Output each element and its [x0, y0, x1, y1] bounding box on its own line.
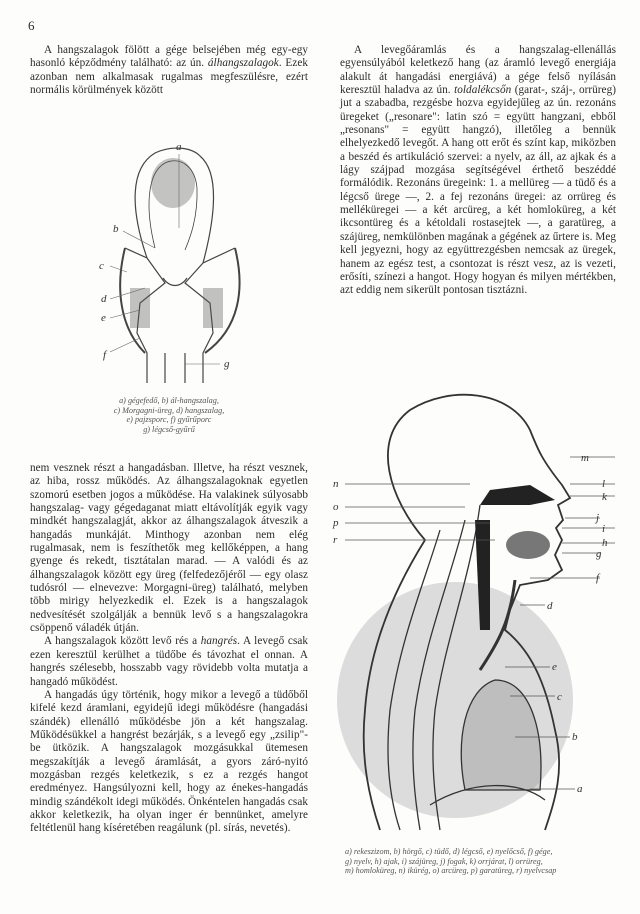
caption-line: c) Morgagni-üreg, d) hangszalag, — [113, 405, 225, 415]
italic-term: toldalékcsőn — [454, 84, 512, 97]
right-column-text — [340, 44, 616, 298]
label-d: d — [547, 600, 553, 612]
text: . A levegő csak ezen keresztül kerülhet a tüdőbe és távozhat el onnan. A hangrés szélesebb, hosszabb vagy rövidebb volta mutatja a hangadó működést. — [30, 635, 309, 688]
label-a: a — [176, 141, 182, 153]
label-r: r — [333, 534, 338, 546]
label-p: p — [333, 517, 339, 529]
caption-line: g) légcső-gyűrű — [143, 424, 195, 434]
label-k: k — [602, 491, 607, 503]
label-g: g — [596, 548, 602, 560]
label-c: c — [557, 691, 562, 703]
head-torso-section-illustration — [330, 380, 630, 840]
label-m: m — [581, 452, 589, 464]
left-column-top-text — [30, 44, 308, 97]
label-n: n — [333, 478, 339, 490]
label-j: j — [596, 512, 600, 524]
paragraph — [340, 44, 616, 298]
left-column-bottom-text — [30, 462, 308, 836]
label-b: b — [113, 223, 119, 235]
label-d: d — [101, 293, 107, 305]
paragraph: nem vesznek részt a hangadásban. Illetve, ha részt vesznek, az hiba, rossz működés. Az álhangszalagoknak egyetlen szomorú esetben jogos a működése. Ha valakinek súlyosabb hangszalag- vagy gégedaganat miatt eltávolítják egyik vagy mindkét hangszalagját, akkor az álhangszalagok átveszik a hangadás munkáját. Minthogy azonban nem elég rugalmasak, nem is feszíthetők meg kellőképpen, a hang gyenge és rekedt, tisztátalan marad. — A valódi és az álhangszalagok között egy üreg (felfedezőjéről — egy olasz tudósról — elnevezve: Morgagni-üreg) található, melyben több mirigy helyezkedik el. Ezek is a hangszalagok nedvesítését szolgálják a bennük levő s a hangszalagokra csöppenő váladék útján. — [30, 462, 308, 635]
label-c: c — [99, 260, 104, 272]
label-g: g — [224, 358, 230, 370]
paragraph — [30, 635, 308, 688]
figure1-caption — [30, 396, 308, 434]
caption-line: a) gégefedő, b) ál-hangszalag, — [119, 396, 219, 405]
label-i: i — [602, 523, 606, 535]
label-l: l — [602, 478, 606, 490]
italic-term: hangrés — [200, 635, 238, 648]
page-number: 6 — [28, 18, 35, 33]
figure2-caption — [345, 847, 615, 876]
caption-line: g) nyelv, h) ajak, i) szájüreg, j) fogak, k) orrjárat, l) orrüreg, — [345, 856, 543, 866]
text: A hangszalagok között levő rés a — [44, 635, 201, 648]
text: (garat-, száj-, orrüreg) jut a szabadba, rezgésbe hozva egyidejűleg az ún. rezonáns üregeket („resonare": latin szó = együtt hangzani, ebből „resonans" = együtt hangzó), illetőleg a bennük elhelyezkedő levegőt. A hang ott erőt és színt kap, miközben a beszéd és artikuláció szervei: a nyelv, az áll, az ajkak és a lágy szájpad mozgása segítségével érthető beszéddé formálódik. Rezonáns üregeink: 1. a mellüreg — a tüdő és a légcső ürege —, 2. a fej rezonáns üregei: az orrüreg és melléküregei — a két arcüreg, a két homloküreg, a két ikcsontüreg és a kétoldali rostasejtek —, a garatüreg, a szájüreg, nemkülönben magának a gégének az űrtere is. Meg kell jegyezni, hogy az együttrezgésben nemcsak az üregek, hanem az egész test, a csontozat is részt vesz, az is vezeti, erősíti, színezi a hangot. Hogy hogyan és milyen mértékben, azt eddig nem sikerült pontosan tisztázni. — [340, 84, 616, 297]
label-o: o — [333, 501, 339, 513]
caption-line: e) pajzsporc, f) gyűrűporc — [126, 415, 212, 425]
label-h: h — [602, 537, 608, 549]
italic-term: álhangszalagok — [207, 57, 279, 70]
label-b: b — [572, 731, 578, 743]
label-f: f — [103, 349, 107, 361]
label-e: e — [101, 312, 106, 324]
text: A levegőáramlás és a hangszalag-ellenállás egyensúlyából keletkező hang (az áramló levegő energiája alakult át hangadási energiává) a gége felső nyílásán keresztül haladva az ún. — [340, 44, 616, 97]
paragraph — [30, 44, 308, 97]
larynx-illustration — [85, 138, 260, 388]
text: A hangszalagok fölött a gége belsejében még egy-egy hasonló képződmény található: az ún. — [30, 44, 308, 70]
paragraph: A hangadás úgy történik, hogy mikor a levegő a tüdőből kifelé kezd áramlani, egyidejű idegi működésre (hangadási szándék) ellenálló működésbe jön a két hangszalag. Működésükkel a hangrést bezárják, s a levegő egy „zsilip"-be ütközik. A hangszalagok mozgásukkal ütemesen megszakítják a levegő áramlását, a gyors záró-nyitó mozgásban rezgés keletkezik, s ez a rezgés hangot eredményez. Hangsúlyozni kell, hogy az énekes-hangadás mindig szándékolt idegi működés. Önkéntelen hangadás csak akkor keletkezik, ha olyan inger ér bennünket, amelyre feltétlenül hang kíséretében reagálunk (pl. sírás, nevetés). — [30, 688, 308, 835]
caption-line: m) homloküreg, n) ikürég, o) arcüreg, p) garatüreg, r) nyelvcsap — [345, 866, 557, 876]
label-f: f — [596, 572, 600, 584]
label-e: e — [552, 661, 557, 673]
caption-line: a) rekeszizom, b) hörgő, c) tüdő, d) légcső, e) nyelőcső, f) gége, — [345, 847, 553, 856]
text: . Ezek azonban nem alkalmasak rugalmas megfeszülésre, ezért normális körülmények között — [30, 57, 308, 97]
label-a: a — [577, 783, 583, 795]
